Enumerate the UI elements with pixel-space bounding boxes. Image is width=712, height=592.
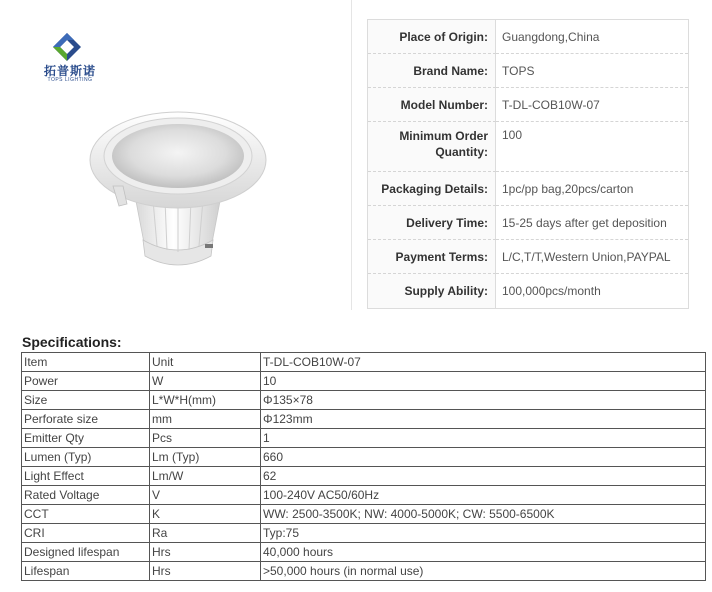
spec-unit-cell: W: [150, 372, 261, 391]
spec-item-cell: CCT: [22, 505, 150, 524]
spec-row: [22, 448, 706, 467]
attribute-row: [368, 54, 688, 88]
spec-item-cell: Item: [22, 353, 150, 372]
attribute-label: Model Number:: [368, 88, 496, 122]
attribute-value: TOPS: [496, 54, 688, 88]
spec-unit-cell: Pcs: [150, 429, 261, 448]
spec-unit-cell: Ra: [150, 524, 261, 543]
spec-row: [22, 372, 706, 391]
spec-item-cell: Size: [22, 391, 150, 410]
spec-value-cell: Typ:75: [261, 524, 706, 543]
attribute-row: [368, 240, 688, 274]
spec-row: [22, 562, 706, 581]
spec-unit-cell: L*W*H(mm): [150, 391, 261, 410]
spec-value-cell: 1: [261, 429, 706, 448]
specifications-table: [21, 352, 706, 581]
spec-row: [22, 391, 706, 410]
spec-value-cell: 62: [261, 467, 706, 486]
spec-row: [22, 429, 706, 448]
spec-item-cell: Emitter Qty: [22, 429, 150, 448]
attribute-value: L/C,T/T,Western Union,PAYPAL: [496, 240, 688, 274]
spec-row: [22, 543, 706, 562]
spec-row: [22, 467, 706, 486]
attribute-row: [368, 20, 688, 54]
product-attributes-table: [367, 19, 689, 309]
spec-value-cell: >50,000 hours (in normal use): [261, 562, 706, 581]
attribute-label: Payment Terms:: [368, 240, 496, 274]
spec-value-cell: 100-240V AC50/60Hz: [261, 486, 706, 505]
attribute-row: [368, 274, 688, 308]
attribute-value: 100,000pcs/month: [502, 284, 601, 298]
attribute-row: [368, 122, 688, 172]
logo-diamond-icon: [52, 32, 82, 62]
spec-unit-cell: K: [150, 505, 261, 524]
brand-logo: [38, 32, 98, 84]
spec-item-cell: Designed lifespan: [22, 543, 150, 562]
spec-row: [22, 486, 706, 505]
spec-unit-cell: V: [150, 486, 261, 505]
logo-text: 拓普斯诺: [43, 64, 96, 78]
spec-value-cell: Φ123mm: [261, 410, 706, 429]
attribute-value: 100: [496, 122, 688, 172]
spec-unit-cell: Lm/W: [150, 467, 261, 486]
spec-value-cell: 40,000 hours: [261, 543, 706, 562]
spec-row: [22, 353, 706, 372]
attribute-label: Brand Name:: [368, 54, 496, 88]
attribute-label: Delivery Time:: [368, 206, 496, 240]
attribute-value: Guangdong,China: [496, 20, 688, 54]
downlight-product-photo[interactable]: [83, 88, 273, 278]
attribute-value: 1pc/pp bag,20pcs/carton: [496, 172, 688, 206]
attribute-row: [368, 88, 688, 122]
spec-row: [22, 524, 706, 543]
attribute-label: Minimum Order Quantity:: [368, 122, 496, 172]
spec-row: [22, 505, 706, 524]
attribute-value: 15-25 days after get deposition: [496, 206, 688, 240]
spec-value-cell: T-DL-COB10W-07: [261, 353, 706, 372]
spec-row: [22, 410, 706, 429]
spec-unit-cell: Hrs: [150, 543, 261, 562]
spec-item-cell: Perforate size: [22, 410, 150, 429]
spec-value-cell: 660: [261, 448, 706, 467]
product-image-panel: [0, 0, 352, 310]
spec-item-cell: Light Effect: [22, 467, 150, 486]
spec-unit-cell: mm: [150, 410, 261, 429]
attribute-label: Place of Origin:: [368, 20, 496, 54]
spec-item-cell: Power: [22, 372, 150, 391]
spec-item-cell: Lumen (Typ): [22, 448, 150, 467]
attribute-value: T-DL-COB10W-07: [496, 88, 688, 122]
attribute-row: [368, 206, 688, 240]
logo-subtext: TOPS LIGHTING: [47, 77, 93, 83]
spec-unit-cell: Lm (Typ): [150, 448, 261, 467]
spec-value-cell: Φ135×78: [261, 391, 706, 410]
spec-item-cell: Rated Voltage: [22, 486, 150, 505]
spec-value-cell: 10: [261, 372, 706, 391]
attribute-row: [368, 172, 688, 206]
spec-unit-cell: Hrs: [150, 562, 261, 581]
spec-item-cell: CRI: [22, 524, 150, 543]
spec-item-cell: Lifespan: [22, 562, 150, 581]
attribute-label: Supply Ability:: [368, 274, 496, 308]
spec-unit-cell: Unit: [150, 353, 261, 372]
attribute-label: Packaging Details:: [368, 172, 496, 206]
specifications-title: Specifications:: [22, 334, 122, 350]
spec-value-cell: WW: 2500-3500K; NW: 4000-5000K; CW: 5500-6500K: [261, 505, 706, 524]
